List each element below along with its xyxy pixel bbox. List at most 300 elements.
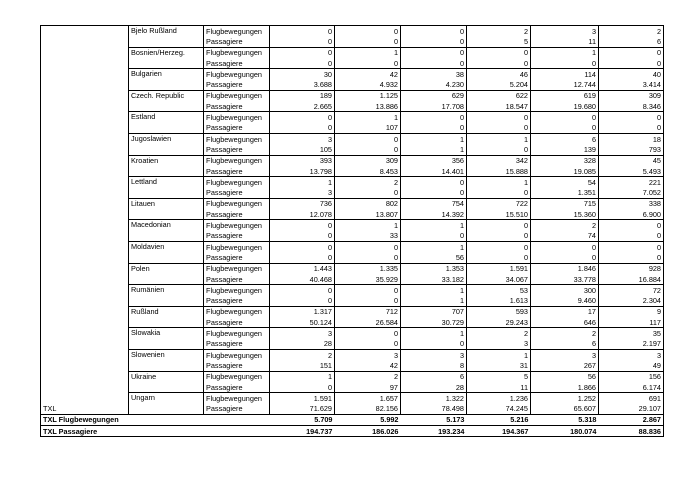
table-row: [41, 220, 664, 231]
country-cell: Estland: [129, 112, 204, 134]
table-row: [41, 177, 664, 188]
category-cell: Passagiere: [204, 403, 270, 414]
category-cell: Flugbewegungen: [204, 90, 270, 101]
traffic-table: [40, 25, 664, 437]
value-cell: 1: [335, 112, 401, 123]
total-row: [41, 414, 664, 425]
value-cell: 1: [467, 177, 531, 188]
table-row: [41, 90, 664, 101]
country-cell: Bjelo Rußland: [129, 26, 204, 48]
value-cell: 1.252: [531, 393, 599, 404]
value-cell: 3.688: [270, 79, 335, 90]
country-cell: Slowakia: [129, 328, 204, 350]
value-cell: 0: [335, 328, 401, 339]
value-cell: 6: [531, 339, 599, 350]
category-cell: Passagiere: [204, 252, 270, 263]
value-cell: 40: [599, 69, 664, 80]
value-cell: 2: [335, 177, 401, 188]
value-cell: 1: [531, 47, 599, 58]
value-cell: 0: [467, 220, 531, 231]
country-cell: Lettland: [129, 177, 204, 199]
value-cell: 18.547: [467, 101, 531, 112]
value-cell: 105: [270, 144, 335, 155]
value-cell: 707: [401, 306, 467, 317]
value-cell: 6: [531, 133, 599, 144]
category-cell: Flugbewegungen: [204, 69, 270, 80]
table-row: [41, 112, 664, 123]
value-cell: 3: [599, 349, 664, 360]
category-cell: Flugbewegungen: [204, 198, 270, 209]
value-cell: 1: [270, 371, 335, 382]
value-cell: 0: [467, 58, 531, 69]
value-cell: 0: [599, 241, 664, 252]
value-cell: 30: [270, 69, 335, 80]
value-cell: 139: [531, 144, 599, 155]
value-cell: 33: [335, 231, 401, 242]
value-cell: 40.468: [270, 274, 335, 285]
value-cell: 793: [599, 144, 664, 155]
value-cell: 0: [467, 252, 531, 263]
value-cell: 42: [335, 69, 401, 80]
value-cell: 3: [270, 328, 335, 339]
value-cell: 74.245: [467, 403, 531, 414]
value-cell: 0: [531, 252, 599, 263]
value-cell: 1: [401, 133, 467, 144]
value-cell: 0: [270, 220, 335, 231]
value-cell: 1.351: [531, 187, 599, 198]
category-cell: Flugbewegungen: [204, 241, 270, 252]
value-cell: 3: [270, 133, 335, 144]
value-cell: 28: [270, 339, 335, 350]
value-cell: 0: [599, 231, 664, 242]
category-cell: Passagiere: [204, 187, 270, 198]
value-cell: 0: [401, 339, 467, 350]
value-cell: 0: [270, 285, 335, 296]
country-cell: Rußland: [129, 306, 204, 328]
value-cell: 722: [467, 198, 531, 209]
value-cell: 0: [599, 58, 664, 69]
value-cell: 0: [335, 252, 401, 263]
value-cell: 0: [401, 26, 467, 37]
category-cell: Passagiere: [204, 166, 270, 177]
category-cell: Passagiere: [204, 79, 270, 90]
value-cell: 0: [335, 187, 401, 198]
value-cell: 14.401: [401, 166, 467, 177]
value-cell: 3.414: [599, 79, 664, 90]
total-value: 193.234: [401, 425, 467, 436]
value-cell: 156: [599, 371, 664, 382]
value-cell: 12.078: [270, 209, 335, 220]
value-cell: 0: [401, 187, 467, 198]
total-value: 194.367: [467, 425, 531, 436]
total-label: TXL Flugbewegungen: [41, 414, 270, 425]
value-cell: 5: [467, 371, 531, 382]
value-cell: 38: [401, 69, 467, 80]
value-cell: 2.197: [599, 339, 664, 350]
value-cell: 593: [467, 306, 531, 317]
value-cell: 0: [467, 47, 531, 58]
value-cell: 1.591: [467, 263, 531, 274]
value-cell: 189: [270, 90, 335, 101]
value-cell: 342: [467, 155, 531, 166]
value-cell: 71.629: [270, 403, 335, 414]
value-cell: 5.493: [599, 166, 664, 177]
value-cell: 0: [467, 144, 531, 155]
value-cell: 0: [270, 123, 335, 134]
value-cell: 1.236: [467, 393, 531, 404]
value-cell: 2: [270, 349, 335, 360]
category-cell: Passagiere: [204, 231, 270, 242]
total-value: 88.836: [599, 425, 664, 436]
value-cell: 2: [335, 371, 401, 382]
value-cell: 2: [599, 26, 664, 37]
value-cell: 0: [335, 36, 401, 47]
total-value: 5.992: [335, 414, 401, 425]
value-cell: 0: [335, 241, 401, 252]
value-cell: 1.125: [335, 90, 401, 101]
value-cell: 736: [270, 198, 335, 209]
category-cell: Passagiere: [204, 123, 270, 134]
value-cell: 0: [599, 123, 664, 134]
value-cell: 30.729: [401, 317, 467, 328]
total-value: 5.173: [401, 414, 467, 425]
category-cell: Flugbewegungen: [204, 393, 270, 404]
value-cell: 151: [270, 360, 335, 371]
category-cell: Passagiere: [204, 295, 270, 306]
value-cell: 3: [270, 187, 335, 198]
table-row: [41, 285, 664, 296]
table-row: [41, 328, 664, 339]
value-cell: 393: [270, 155, 335, 166]
country-cell: Moldavien: [129, 241, 204, 263]
value-cell: 3: [531, 26, 599, 37]
value-cell: 0: [335, 26, 401, 37]
country-cell: Polen: [129, 263, 204, 285]
value-cell: 97: [335, 382, 401, 393]
category-cell: Flugbewegungen: [204, 263, 270, 274]
value-cell: 2: [467, 26, 531, 37]
table-row: [41, 349, 664, 360]
value-cell: 0: [401, 231, 467, 242]
value-cell: 4.230: [401, 79, 467, 90]
value-cell: 928: [599, 263, 664, 274]
value-cell: 1: [467, 349, 531, 360]
value-cell: 622: [467, 90, 531, 101]
category-cell: Flugbewegungen: [204, 371, 270, 382]
value-cell: 3: [467, 339, 531, 350]
country-cell: Slowenien: [129, 349, 204, 371]
category-cell: Flugbewegungen: [204, 133, 270, 144]
value-cell: 9: [599, 306, 664, 317]
value-cell: 754: [401, 198, 467, 209]
value-cell: 1.317: [270, 306, 335, 317]
value-cell: 33.182: [401, 274, 467, 285]
value-cell: 1.335: [335, 263, 401, 274]
value-cell: 0: [467, 123, 531, 134]
country-cell: Macedonian: [129, 220, 204, 242]
value-cell: 715: [531, 198, 599, 209]
value-cell: 0: [401, 58, 467, 69]
value-cell: 1: [335, 220, 401, 231]
category-cell: Flugbewegungen: [204, 328, 270, 339]
value-cell: 0: [335, 58, 401, 69]
value-cell: 309: [335, 155, 401, 166]
value-cell: 8.453: [335, 166, 401, 177]
value-cell: 15.360: [531, 209, 599, 220]
value-cell: 14.392: [401, 209, 467, 220]
country-cell: Bulgarien: [129, 69, 204, 91]
value-cell: 300: [531, 285, 599, 296]
value-cell: 31: [467, 360, 531, 371]
value-cell: 1: [401, 220, 467, 231]
value-cell: 6.174: [599, 382, 664, 393]
value-cell: 1: [401, 144, 467, 155]
category-cell: Passagiere: [204, 317, 270, 328]
value-cell: 0: [401, 47, 467, 58]
value-cell: 2: [531, 328, 599, 339]
value-cell: 42: [335, 360, 401, 371]
value-cell: 4.932: [335, 79, 401, 90]
value-cell: 1: [467, 133, 531, 144]
category-cell: Passagiere: [204, 209, 270, 220]
value-cell: 35: [599, 328, 664, 339]
value-cell: 1.846: [531, 263, 599, 274]
value-cell: 0: [401, 36, 467, 47]
table-body: [41, 26, 664, 437]
value-cell: 56: [531, 371, 599, 382]
value-cell: 56: [401, 252, 467, 263]
category-cell: Flugbewegungen: [204, 112, 270, 123]
value-cell: 16.884: [599, 274, 664, 285]
value-cell: 13.886: [335, 101, 401, 112]
value-cell: 3: [335, 349, 401, 360]
value-cell: 11: [531, 36, 599, 47]
value-cell: 107: [335, 123, 401, 134]
category-cell: Passagiere: [204, 274, 270, 285]
table-row: [41, 26, 664, 37]
value-cell: 0: [531, 241, 599, 252]
value-cell: 29.107: [599, 403, 664, 414]
value-cell: 619: [531, 90, 599, 101]
value-cell: 1.443: [270, 263, 335, 274]
table-row: [41, 133, 664, 144]
value-cell: 1: [401, 328, 467, 339]
country-cell: Ukraine: [129, 371, 204, 393]
value-cell: 2.304: [599, 295, 664, 306]
table-row: [41, 198, 664, 209]
value-cell: 17: [531, 306, 599, 317]
table-row: [41, 393, 664, 404]
value-cell: 6: [599, 36, 664, 47]
value-cell: 34.067: [467, 274, 531, 285]
value-cell: 646: [531, 317, 599, 328]
total-row: [41, 425, 664, 436]
value-cell: 9.460: [531, 295, 599, 306]
value-cell: 0: [335, 339, 401, 350]
value-cell: 33.778: [531, 274, 599, 285]
value-cell: 117: [599, 317, 664, 328]
value-cell: 0: [531, 123, 599, 134]
value-cell: 0: [467, 187, 531, 198]
category-cell: Flugbewegungen: [204, 26, 270, 37]
value-cell: 114: [531, 69, 599, 80]
total-value: 186.026: [335, 425, 401, 436]
country-cell: Rumänien: [129, 285, 204, 307]
table-row: [41, 241, 664, 252]
table-row: [41, 371, 664, 382]
total-value: 2.867: [599, 414, 664, 425]
value-cell: 78.498: [401, 403, 467, 414]
category-cell: Flugbewegungen: [204, 155, 270, 166]
value-cell: 0: [270, 26, 335, 37]
value-cell: 8.346: [599, 101, 664, 112]
value-cell: 0: [401, 123, 467, 134]
value-cell: 1.353: [401, 263, 467, 274]
value-cell: 72: [599, 285, 664, 296]
value-cell: 0: [270, 112, 335, 123]
value-cell: 13.807: [335, 209, 401, 220]
value-cell: 691: [599, 393, 664, 404]
value-cell: 19.085: [531, 166, 599, 177]
value-cell: 0: [401, 177, 467, 188]
category-cell: Passagiere: [204, 382, 270, 393]
value-cell: 2: [467, 328, 531, 339]
value-cell: 6: [401, 371, 467, 382]
category-cell: Passagiere: [204, 101, 270, 112]
category-cell: Flugbewegungen: [204, 47, 270, 58]
country-cell: Kroatien: [129, 155, 204, 177]
value-cell: 26.584: [335, 317, 401, 328]
value-cell: 0: [270, 47, 335, 58]
value-cell: 18: [599, 133, 664, 144]
value-cell: 19.680: [531, 101, 599, 112]
total-value: 5.318: [531, 414, 599, 425]
value-cell: 6.900: [599, 209, 664, 220]
value-cell: 15.888: [467, 166, 531, 177]
value-cell: 328: [531, 155, 599, 166]
category-cell: Flugbewegungen: [204, 349, 270, 360]
value-cell: 356: [401, 155, 467, 166]
value-cell: 2.665: [270, 101, 335, 112]
value-cell: 712: [335, 306, 401, 317]
value-cell: 1.322: [401, 393, 467, 404]
value-cell: 309: [599, 90, 664, 101]
value-cell: 267: [531, 360, 599, 371]
value-cell: 53: [467, 285, 531, 296]
category-cell: Passagiere: [204, 360, 270, 371]
value-cell: 12.744: [531, 79, 599, 90]
value-cell: 11: [467, 382, 531, 393]
value-cell: 3: [401, 349, 467, 360]
value-cell: 5: [467, 36, 531, 47]
value-cell: 0: [467, 112, 531, 123]
value-cell: 0: [270, 241, 335, 252]
value-cell: 0: [401, 112, 467, 123]
value-cell: 1.613: [467, 295, 531, 306]
value-cell: 0: [270, 295, 335, 306]
value-cell: 0: [270, 36, 335, 47]
value-cell: 0: [599, 220, 664, 231]
value-cell: 50.124: [270, 317, 335, 328]
table-row: [41, 69, 664, 80]
value-cell: 29.243: [467, 317, 531, 328]
value-cell: 0: [467, 241, 531, 252]
value-cell: 3: [531, 349, 599, 360]
value-cell: 802: [335, 198, 401, 209]
value-cell: 1.866: [531, 382, 599, 393]
value-cell: 0: [599, 252, 664, 263]
country-cell: Czech. Republic: [129, 90, 204, 112]
value-cell: 1.591: [270, 393, 335, 404]
value-cell: 15.510: [467, 209, 531, 220]
value-cell: 54: [531, 177, 599, 188]
value-cell: 0: [335, 133, 401, 144]
table-row: [41, 306, 664, 317]
value-cell: 0: [270, 58, 335, 69]
value-cell: 338: [599, 198, 664, 209]
value-cell: 74: [531, 231, 599, 242]
total-value: 194.737: [270, 425, 335, 436]
value-cell: 0: [270, 382, 335, 393]
value-cell: 0: [599, 112, 664, 123]
total-value: 180.074: [531, 425, 599, 436]
table-row: [41, 155, 664, 166]
value-cell: 1: [335, 47, 401, 58]
value-cell: 0: [467, 231, 531, 242]
category-cell: Flugbewegungen: [204, 220, 270, 231]
category-cell: Passagiere: [204, 58, 270, 69]
value-cell: 0: [599, 47, 664, 58]
value-cell: 0: [270, 252, 335, 263]
value-cell: 0: [531, 58, 599, 69]
total-value: 5.216: [467, 414, 531, 425]
value-cell: 0: [335, 144, 401, 155]
value-cell: 49: [599, 360, 664, 371]
category-cell: Passagiere: [204, 36, 270, 47]
airport-cell: TXL: [41, 26, 129, 415]
value-cell: 1: [401, 295, 467, 306]
value-cell: 221: [599, 177, 664, 188]
value-cell: 1: [401, 285, 467, 296]
country-cell: Litauen: [129, 198, 204, 220]
value-cell: 13.798: [270, 166, 335, 177]
value-cell: 0: [270, 231, 335, 242]
value-cell: 8: [401, 360, 467, 371]
category-cell: Passagiere: [204, 339, 270, 350]
value-cell: 629: [401, 90, 467, 101]
category-cell: Passagiere: [204, 144, 270, 155]
category-cell: Flugbewegungen: [204, 285, 270, 296]
total-value: 5.709: [270, 414, 335, 425]
value-cell: 17.708: [401, 101, 467, 112]
value-cell: 45: [599, 155, 664, 166]
value-cell: 28: [401, 382, 467, 393]
value-cell: 1: [401, 241, 467, 252]
table-row: [41, 47, 664, 58]
category-cell: Flugbewegungen: [204, 177, 270, 188]
value-cell: 1.657: [335, 393, 401, 404]
value-cell: 46: [467, 69, 531, 80]
country-cell: Bosnien/Herzeg.: [129, 47, 204, 69]
total-label: TXL Passagiere: [41, 425, 270, 436]
value-cell: 65.607: [531, 403, 599, 414]
value-cell: 5.204: [467, 79, 531, 90]
value-cell: 7.052: [599, 187, 664, 198]
category-cell: Flugbewegungen: [204, 306, 270, 317]
value-cell: 35.929: [335, 274, 401, 285]
value-cell: 1: [270, 177, 335, 188]
country-cell: Ungarn: [129, 393, 204, 415]
